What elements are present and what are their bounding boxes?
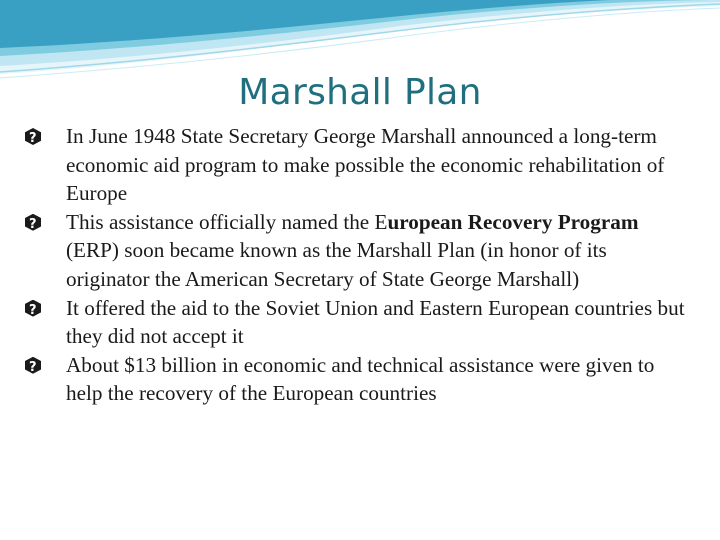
bullet-item: [24, 208, 694, 294]
bullet-text-segment: About $13 billion in economic and technical assistance were given to help the recovery of the European countries: [66, 352, 655, 406]
bullet-text-segment: It offered the aid to the Soviet Union and Eastern European countries but they did not accept it: [66, 295, 685, 349]
bullet-text: [66, 124, 664, 205]
slide-title: [0, 72, 720, 113]
bullet-text-segment: In June 1948 State Secretary George Marshall announced a long-term economic aid program to make possible the economic rehabilitation of Europe: [66, 124, 665, 206]
bullet-text: [66, 296, 685, 349]
bullet-text: [66, 210, 639, 291]
bullet-text-segment: This assistance officially named the E: [66, 209, 388, 234]
bullet-list: [24, 122, 694, 408]
bullet-item: [24, 122, 694, 208]
bullet-text: [66, 353, 654, 406]
bullet-text-bold: uropean Recovery Program: [387, 209, 639, 234]
slide-title-text: Marshall Plan: [238, 72, 482, 113]
bullet-item: [24, 294, 694, 351]
bullet-text-segment: (ERP) soon became known as the Marshall Plan (in honor of its originator the American Secretary of State George Marshall): [66, 238, 607, 291]
bullet-item: [24, 351, 694, 408]
